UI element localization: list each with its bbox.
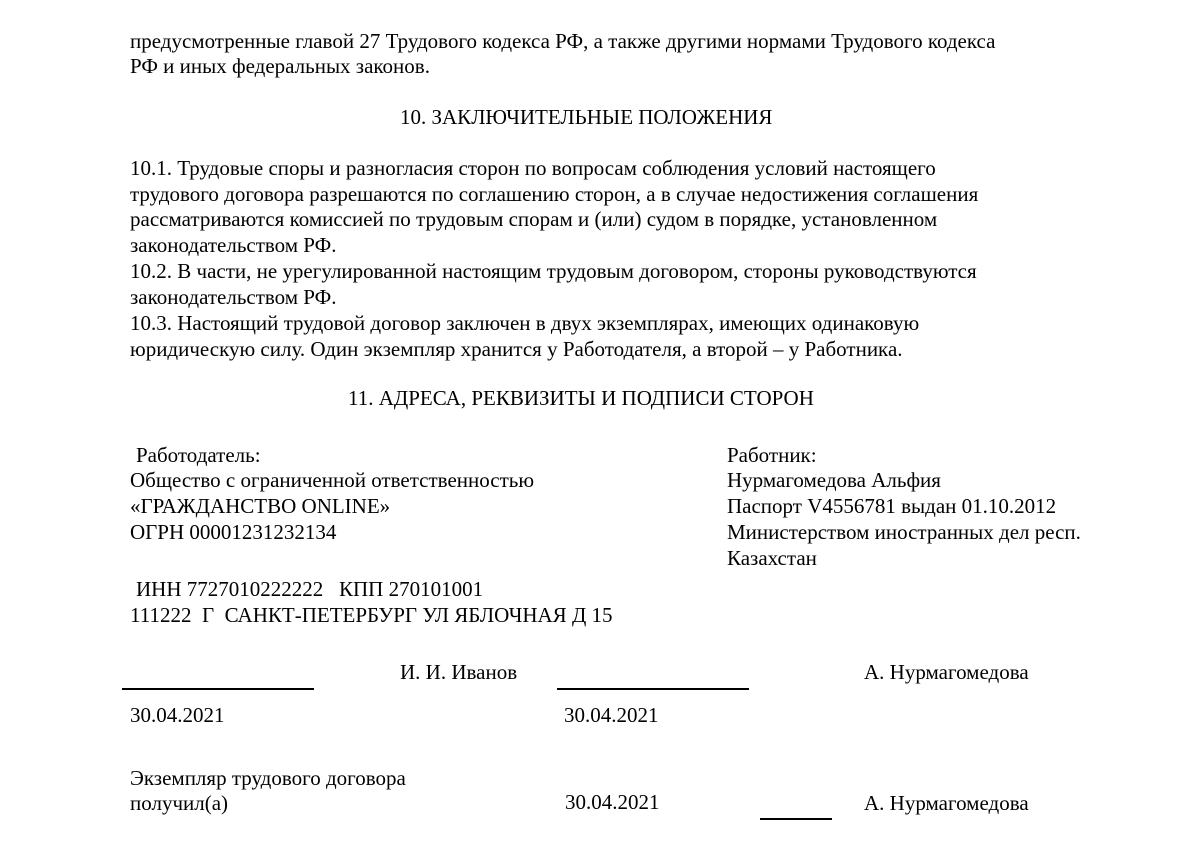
employee-signature-line <box>557 688 749 690</box>
employee-issued-by-1: Министерством иностранных дел респ. <box>727 520 1081 544</box>
employer-sign-date: 30.04.2021 <box>130 703 225 727</box>
employer-signer-name: И. И. Иванов <box>400 660 518 684</box>
employer-signature-line <box>122 688 314 690</box>
section-10-line: трудового договора разрешаются по соглашению сторон, а в случае недостижения соглашения <box>130 182 979 206</box>
employee-name: Нурмагомедова Альфия <box>727 468 941 492</box>
employee-passport: Паспорт V4556781 выдан 01.10.2012 <box>727 494 1057 518</box>
intro-line-1: предусмотренные главой 27 Трудового кодекса РФ, а также другими нормами Трудового кодекса <box>130 29 996 53</box>
receipt-line-1: Экземпляр трудового договора <box>130 766 406 790</box>
section-10-line: 10.2. В части, не урегулированной настоящим трудовым договором, стороны руководствуются <box>130 259 977 283</box>
section-10-line: 10.3. Настоящий трудовой договор заключен в двух экземплярах, имеющих одинаковую <box>130 311 920 335</box>
employer-address: 111222 Г САНКТ-ПЕТЕРБУРГ УЛ ЯБЛОЧНАЯ Д 15 <box>130 603 613 627</box>
section-10-line: юридическую силу. Один экземпляр хранится у Работодателя, а второй – у Работника. <box>130 337 903 361</box>
receipt-signature-line <box>760 818 832 820</box>
employee-issued-by-2: Казахстан <box>727 546 817 570</box>
receipt-line-2: получил(а) <box>130 791 229 815</box>
section-10-line: рассматриваются комиссией по трудовым спорам и (или) судом в порядке, установленном <box>130 207 938 231</box>
employer-inn-kpp: ИНН 7727010222222 КПП 270101001 <box>136 577 484 601</box>
section-10-heading: 10. ЗАКЛЮЧИТЕЛЬНЫЕ ПОЛОЖЕНИЯ <box>400 105 773 129</box>
employee-label: Работник: <box>727 443 817 467</box>
employer-org-type: Общество с ограниченной ответственностью <box>130 468 535 492</box>
section-10-line: законодательством РФ. <box>130 233 337 257</box>
section-11-heading: 11. АДРЕСА, РЕКВИЗИТЫ И ПОДПИСИ СТОРОН <box>348 386 814 410</box>
receipt-date: 30.04.2021 <box>565 790 660 814</box>
section-10-line: 10.1. Трудовые споры и разногласия сторон по вопросам соблюдения условий настоящего <box>130 156 936 180</box>
employee-sign-date: 30.04.2021 <box>564 703 659 727</box>
receipt-signer-name: А. Нурмагомедова <box>864 791 1029 815</box>
employee-signer-name: А. Нурмагомедова <box>864 660 1029 684</box>
employer-ogrn: ОГРН 00001231232134 <box>130 520 337 544</box>
employer-label: Работодатель: <box>136 443 261 467</box>
intro-line-2: РФ и иных федеральных законов. <box>130 54 430 78</box>
section-10-line: законодательством РФ. <box>130 285 337 309</box>
employer-org-name: «ГРАЖДАНСТВО ONLINE» <box>130 494 391 518</box>
